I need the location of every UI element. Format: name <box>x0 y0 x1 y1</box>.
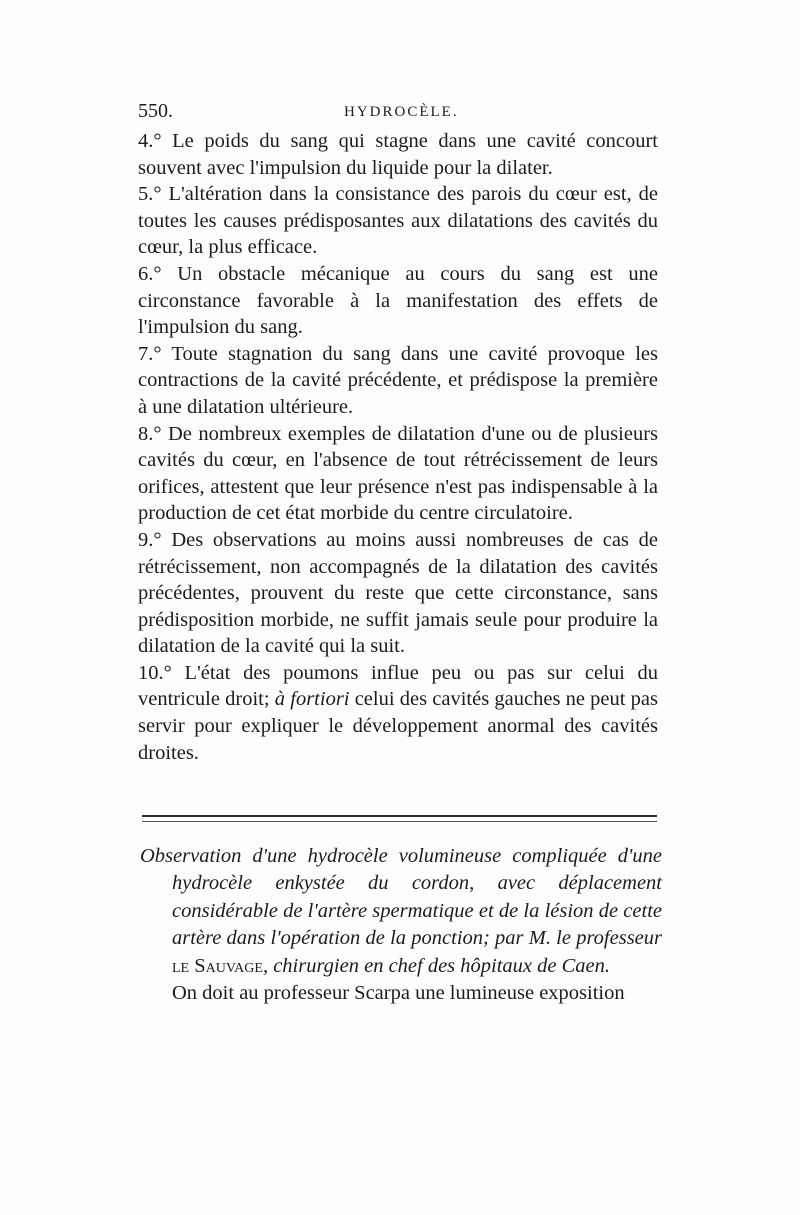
page-number: 550. <box>138 100 173 122</box>
observation-first-line: On doit au professeur Scarpa une lumineuse exposition <box>172 982 625 1005</box>
body-text <box>138 128 658 766</box>
paragraph-8: 8.° De nombreux exemples de dilatation d'une ou de plusieurs cavités du cœur, en l'absence de tout rétrécissement de leurs orifices, attestent que leur présence n'est pas indispensable à la production de cet état morbide du centre circulatoire. <box>138 422 658 525</box>
divider-rule-thick <box>142 815 657 817</box>
observation-title <box>140 843 662 980</box>
paragraph-6: 6.° Un obstacle mécanique au cours du sang est une circonstance favorable à la manifestation des effets de l'impulsion du sang. <box>138 262 658 339</box>
paragraph-10-start: 10.° L'état des poumons influe peu ou pas sur celui du ventricule droit; <box>138 661 658 711</box>
observation-author: le Sauvage <box>172 954 263 977</box>
page-header <box>138 100 658 124</box>
divider-rule-thin <box>142 821 657 822</box>
paragraph-5: 5.° L'altération dans la consistance des parois du cœur est, de toutes les causes prédisposantes aux dilatations des cavités du cœur, la plus efficace. <box>138 183 658 259</box>
paragraph-9: 9.° Des observations au moins aussi nombreuses de cas de rétrécissement, non accompagnés de la dilatation des cavités précédentes, prouvent du reste que cette circonstance, sans prédisposition morbide, ne suffit jamais seule pour produire la dilatation de la cavité qui la suit. <box>138 528 658 658</box>
running-head: HYDROCÈLE. <box>344 104 459 120</box>
paragraph-10-end: celui des cavités gauches ne peut pas servir pour expliquer le développement anormal des cavités droites. <box>138 688 659 764</box>
observation-title-end: , chirurgien en chef des hôpitaux de Caen. <box>262 954 611 977</box>
paragraph-10 <box>138 660 658 766</box>
paragraph-7: 7.° Toute stagnation du sang dans une cavité provoque les contractions de la cavité précédente, et prédispose la première à une dilatation ultérieure. <box>138 342 658 418</box>
observation-section <box>140 843 662 1007</box>
paragraph-10-italic: à fortiori <box>274 688 350 711</box>
paragraph-4: 4.° Le poids du sang qui stagne dans une cavité concourt souvent avec l'impulsion du liquide pour la dilater. <box>138 130 658 179</box>
section-divider <box>142 815 657 826</box>
observation-title-start: Observation d'une hydrocèle volumineuse compliquée d'une hydrocèle enkystée du cordon, avec déplacement considérable de l'artère spermatique et de la lésion de cette artère dans l'opération de la ponction; par M. le professeur <box>140 845 662 950</box>
